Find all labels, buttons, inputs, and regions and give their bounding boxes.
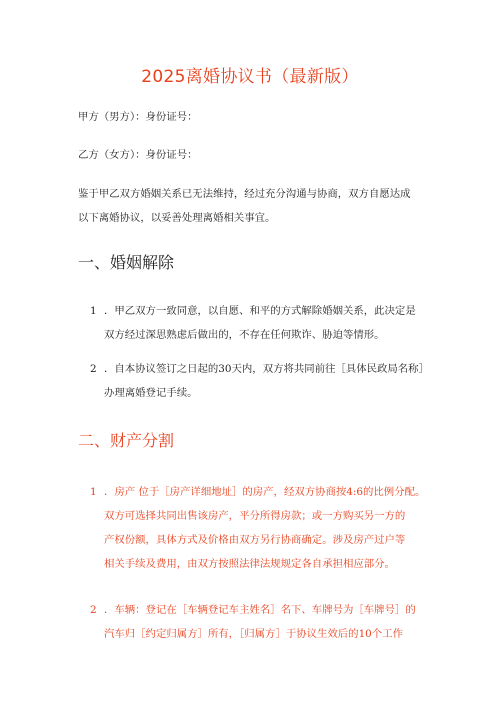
item-line: ．房产 位于［房产详细地址］的房产，经双方协商按4:6的比例分配。 — [104, 486, 426, 498]
item-line: 产权份额，具体方式及价格由双方另行协商确定。涉及房产过户等 — [104, 534, 406, 546]
item-line: ．甲乙双方一致同意，以自愿、和平的方式解除婚姻关系，此决定是 — [104, 305, 416, 317]
item-line: 汽车归［约定归属方］所有，［归属方］于协议生效后的10个工作 — [104, 628, 403, 640]
item-number: 1 — [90, 486, 97, 498]
item-line: 双方可选择共同出售该房产，平分所得房款；或一方购买另一方的 — [104, 510, 406, 522]
item-number: 2 — [90, 363, 97, 375]
party-a-line: 甲方（男方）：身份证号： — [78, 111, 198, 123]
document-title: 2025离婚协议书（最新版） — [141, 67, 359, 87]
section-heading-property: 二、财产分割 — [78, 431, 175, 450]
list-item — [90, 480, 430, 576]
item-line: ．自本协议签订之日起的30天内，双方将共同前往［具体民政局名称］ — [104, 363, 429, 375]
item-line: ．车辆：登记在［车辆登记车主姓名］名下、车牌号为［车牌号］的 — [104, 604, 416, 616]
item-number: 1 — [90, 305, 97, 317]
intro-line: 鉴于甲乙双方婚姻关系已无法维持，经过充分沟通与协商，双方自愿达成 — [78, 188, 411, 200]
intro-line: 以下离婚协议，以妥善处理离婚相关事宜。 — [78, 212, 276, 224]
item-line: 相关手续及费用，由双方按照法律法规规定各自承担相应部分。 — [104, 558, 395, 570]
intro-paragraph — [78, 182, 428, 230]
item-line: 双方经过深思熟虑后做出的，不存在任何欺诈、胁迫等情形。 — [104, 329, 385, 341]
list-item — [90, 299, 430, 347]
party-b-line: 乙方（女方）：身份证号： — [78, 149, 198, 161]
item-number: 2 — [90, 604, 97, 616]
item-line: 办理离婚登记手续。 — [104, 387, 198, 399]
list-item — [90, 598, 430, 646]
list-item — [90, 357, 430, 405]
section-heading-marriage: 一、婚姻解除 — [78, 253, 175, 272]
